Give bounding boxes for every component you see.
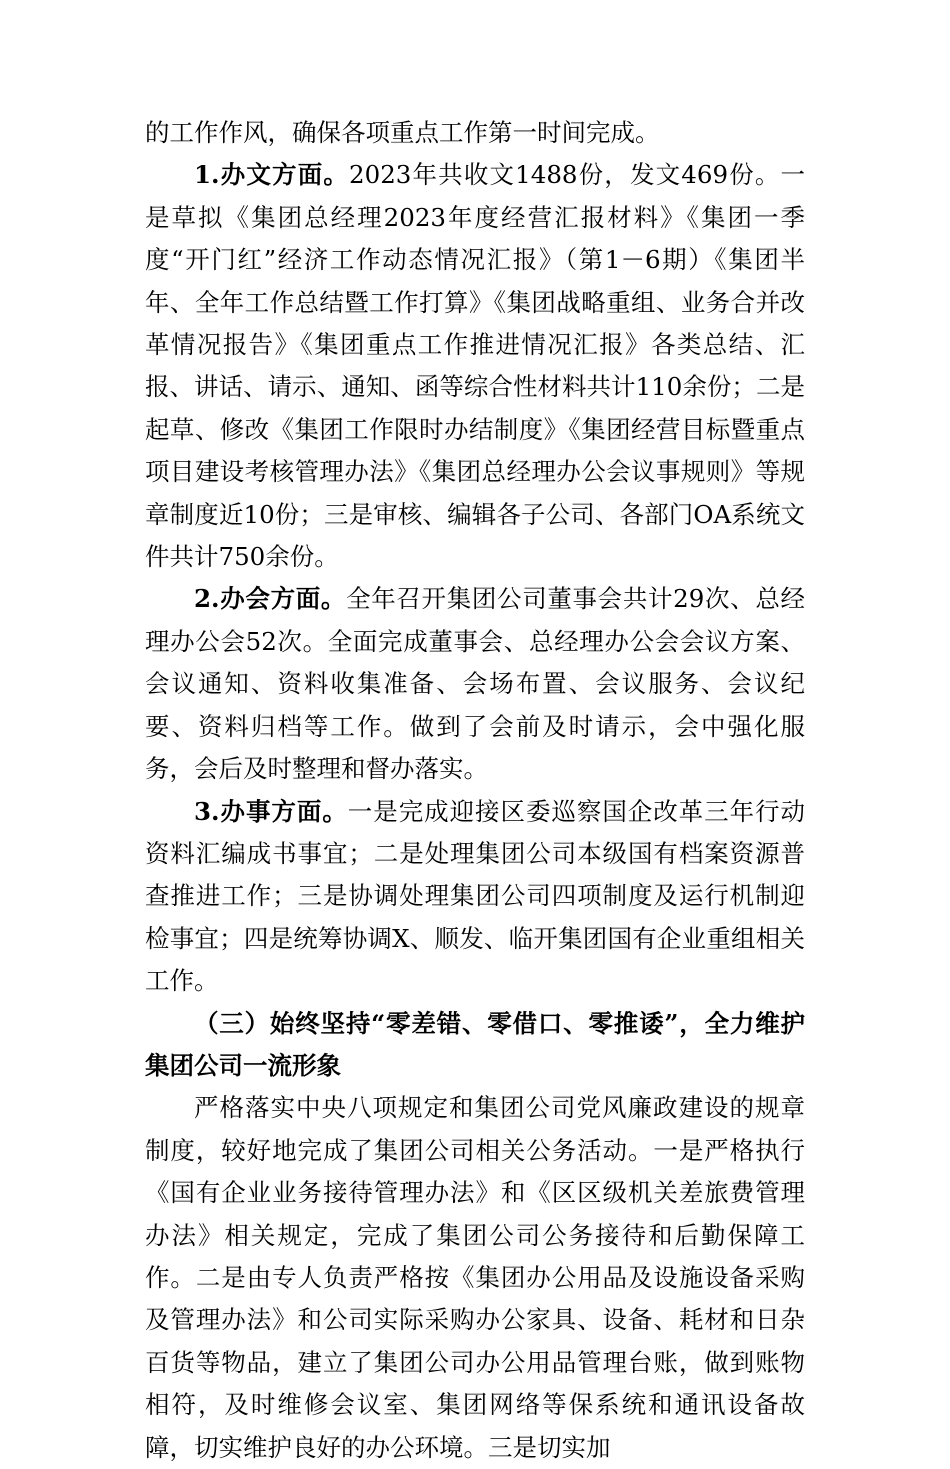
paragraph-official-activities (145, 1087, 805, 1469)
paragraph-lead: 2.办会方面。 (194, 584, 347, 614)
paragraph-text: 严格落实中央八项规定和集团公司党风廉政建设的规章制度，较好地完成了集团公司相关公务活动。一是严格执行《国有企业业务接待管理办法》和《区区级机关差旅费管理办法》相关规定，完成了集团公司公务接待和后勤保障工作。二是由专人负责严格按《集团办公用品及设施设备采购及管理办法》和公司实际采购办公家具、设备、耗材和日杂百货等物品，建立了集团公司办公用品管理台账，做到账物相符，及时维修会议室、集团网络等保系统和通讯设备故障，切实维护良好的办公环境。三是切实加 (145, 1093, 805, 1462)
document-body (145, 112, 805, 1469)
paragraph-affairs-handling (145, 791, 805, 1003)
paragraph-text: 2023年共收文1488份，发文469份。一是草拟《集团总经理2023年度经营汇报材料》《集团一季度“开门红”经济工作动态情况汇报》（第1－6期）《集团半年、全年工作总结暨工作打算》《集团战略重组、业务合并改革情况报告》《集团重点工作推进情况汇报》各类总结、汇报、讲话、请示、通知、函等综合性材料共计110余份；二是起草、修改《集团工作限时办结制度》《集团经营目标暨重点项目建设考核管理办法》《集团总经理办公会议事规则》等规章制度近10份；三是审核、编辑各子公司、各部门OA系统文件共计750余份。 (145, 160, 805, 572)
paragraph-text: 全年召开集团公司董事会共计29次、总经理办公会52次。全面完成董事会、总经理办公会会议方案、会议通知、资料收集准备、会场布置、会议服务、会议纪要、资料归档等工作。做到了会前及时请示，会中强化服务，会后及时整理和督办落实。 (145, 584, 805, 784)
paragraph-text: 一是完成迎接区委巡察国企改革三年行动资料汇编成书事宜；二是处理集团公司本级国有档案资源普查推进工作；三是协调处理集团公司四项制度及运行机制迎检事宜；四是统筹协调X、顺发、临开集团国有企业重组相关工作。 (145, 796, 805, 996)
paragraph-continuation (145, 112, 805, 154)
paragraph-text: 的工作作风，确保各项重点工作第一时间完成。 (145, 118, 660, 147)
section-heading: （三）始终坚持“零差错、零借口、零推诿”，全力维护集团公司一流形象 (145, 1008, 805, 1080)
paragraph-lead: 3.办事方面。 (194, 796, 348, 826)
paragraph-lead: 1.办文方面。 (194, 160, 350, 190)
paragraph-document-handling (145, 154, 805, 578)
paragraph-meeting-handling (145, 578, 805, 790)
